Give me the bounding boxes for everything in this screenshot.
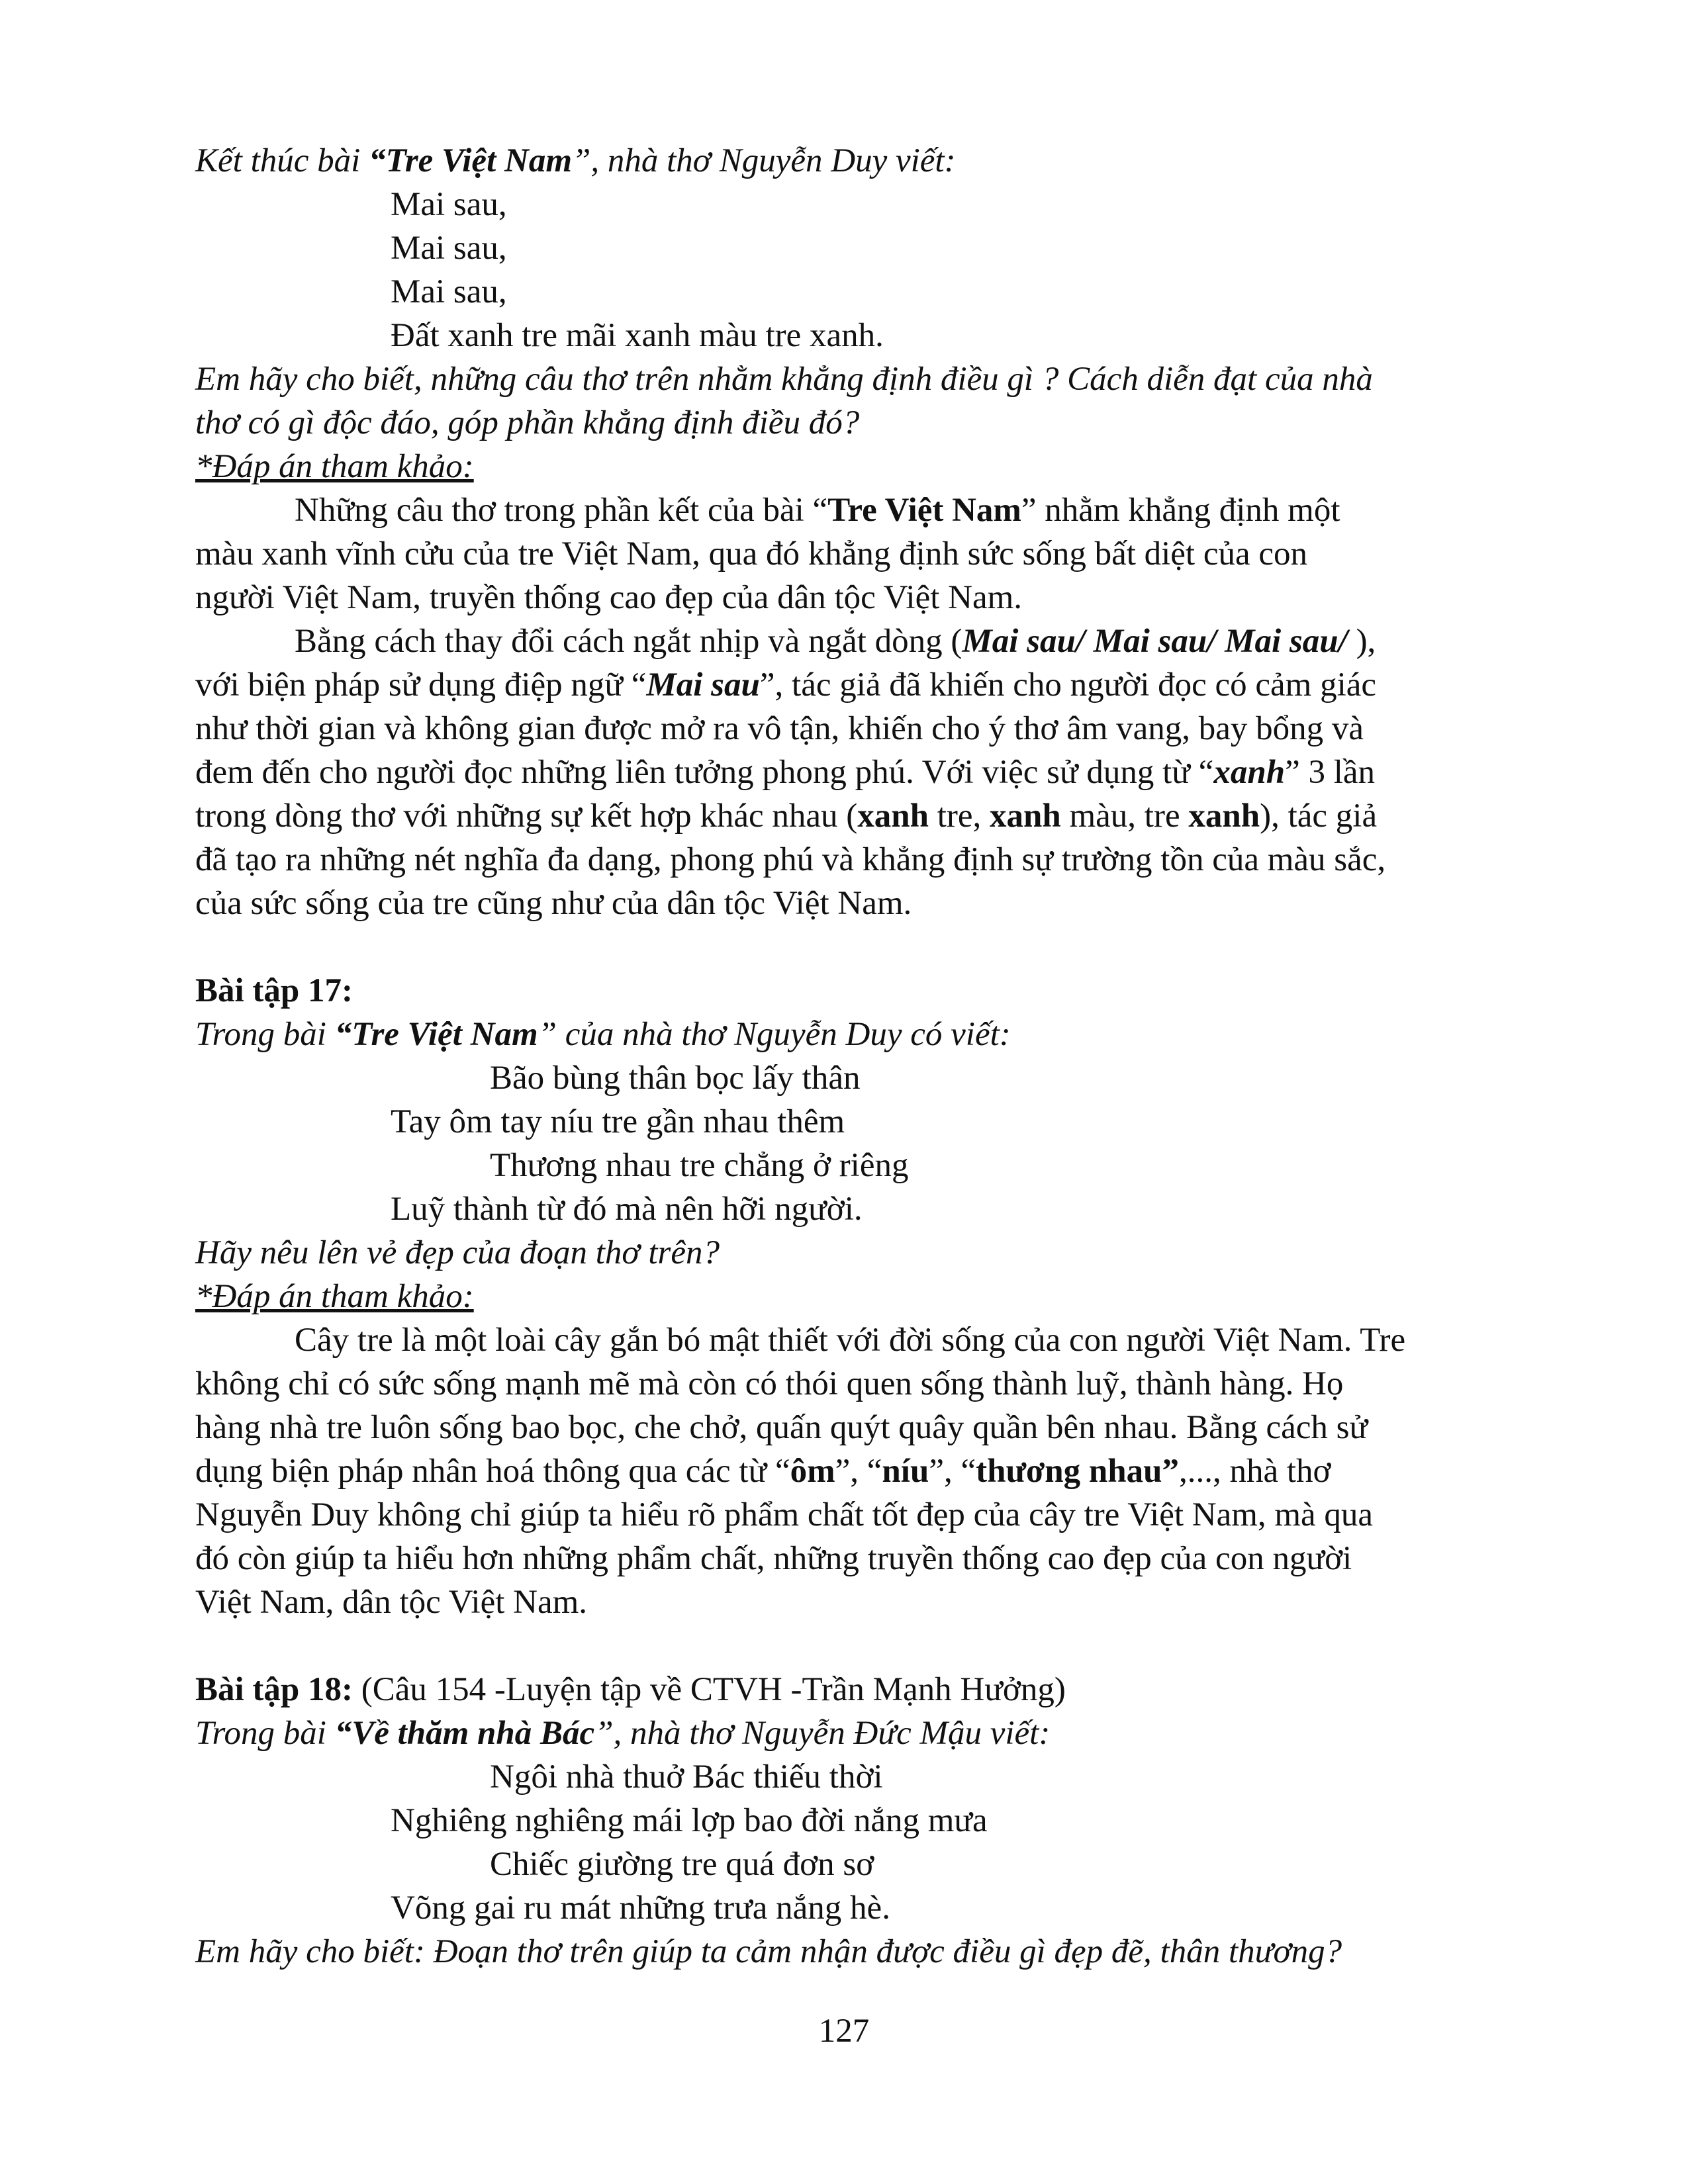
sec16-poem-line: Mai sau,: [391, 273, 507, 310]
sec16-answer-label: *Đáp án tham khảo:: [195, 448, 474, 485]
sec16-answer-line: người Việt Nam, truyền thống cao đẹp của dân tộc Việt Nam.: [195, 579, 1023, 616]
sec17-answer-line: Nguyễn Duy không chỉ giúp ta hiểu rõ phẩm chất tốt đẹp của cây tre Việt Nam, mà qua: [195, 1496, 1374, 1533]
sec17-poem-line: Bão bùng thân bọc lấy thân: [490, 1060, 861, 1097]
sec18-question: Em hãy cho biết: Đoạn thơ trên giúp ta cảm nhận được điều gì đẹp đẽ, thân thương?: [195, 1933, 1342, 1970]
sec16-poem-line: Mai sau,: [391, 186, 507, 223]
sec18-poem-line: Nghiêng nghiêng mái lợp bao đời nắng mưa: [391, 1802, 988, 1839]
sec17-answer-line: Việt Nam, dân tộc Việt Nam.: [195, 1584, 588, 1621]
sec17-question: Hãy nêu lên vẻ đẹp của đoạn thơ trên?: [195, 1234, 720, 1271]
sec16-answer-line: Bằng cách thay đổi cách ngắt nhịp và ngắt dòng (Mai sau/ Mai sau/ Mai sau/ ),: [295, 623, 1376, 660]
sec16-poem-line: Mai sau,: [391, 230, 507, 267]
section-spacer: [195, 1624, 1572, 1668]
sec18-intro: Trong bài “Về thăm nhà Bác”, nhà thơ Nguyễn Đức Mậu viết:: [195, 1715, 1051, 1752]
sec16-answer-line: như thời gian và không gian được mở ra vô tận, khiến cho ý thơ âm vang, bay bổng và: [195, 710, 1364, 747]
sec17-answer-line: hàng nhà tre luôn sống bao bọc, che chở, quấn quýt quây quần bên nhau. Bằng cách sử: [195, 1409, 1368, 1446]
sec16-answer-line: đem đến cho người đọc những liên tưởng phong phú. Với việc sử dụng từ “xanh” 3 lần: [195, 754, 1376, 791]
sec17-poem-line: Luỹ thành từ đó mà nên hỡi người.: [391, 1191, 863, 1228]
sec18-heading: Bài tập 18: (Câu 154 -Luyện tập về CTVH -Trần Mạnh Hưởng): [195, 1671, 1066, 1708]
sec17-answer-label: *Đáp án tham khảo:: [195, 1278, 474, 1315]
sec16-question: Em hãy cho biết, những câu thơ trên nhằm khẳng định điều gì ? Cách diễn đạt của nhà: [195, 361, 1373, 398]
sec17-poem-line: Thương nhau tre chẳng ở riêng: [490, 1147, 909, 1184]
sec17-heading: Bài tập 17:: [195, 972, 353, 1009]
sec16-answer-line: đã tạo ra những nét nghĩa đa dạng, phong phú và khẳng định sự trường tồn của màu sắc,: [195, 841, 1386, 878]
page-content: [195, 139, 1572, 1974]
sec18-poem-line: Võng gai ru mát những trưa nắng hè.: [391, 1889, 890, 1927]
sec18-poem-line: Ngôi nhà thuở Bác thiếu thời: [490, 1758, 883, 1796]
section-spacer: [195, 925, 1572, 969]
sec17-answer-line: không chỉ có sức sống mạnh mẽ mà còn có thói quen sống thành luỹ, thành hàng. Họ: [195, 1365, 1344, 1402]
sec17-poem-line: Tay ôm tay níu tre gần nhau thêm: [391, 1103, 845, 1140]
sec17-answer-line: dụng biện pháp nhân hoá thông qua các từ “ôm”, “níu”, “thương nhau”,..., nhà thơ: [195, 1453, 1331, 1490]
sec17-answer-line: đó còn giúp ta hiểu hơn những phẩm chất, những truyền thống cao đẹp của con người: [195, 1540, 1352, 1577]
sec18-poem-line: Chiếc giường tre quá đơn sơ: [490, 1846, 874, 1883]
sec16-answer-line: Những câu thơ trong phần kết của bài “Tre Việt Nam” nhằm khẳng định một: [295, 492, 1340, 529]
sec16-question: thơ có gì độc đáo, góp phần khẳng định điều đó?: [195, 404, 860, 441]
sec16-answer-line: của sức sống của tre cũng như của dân tộc Việt Nam.: [195, 885, 912, 922]
sec16-answer-line: trong dòng thơ với những sự kết hợp khác nhau (xanh tre, xanh màu, tre xanh), tác giả: [195, 797, 1378, 835]
sec16-answer-line: màu xanh vĩnh cửu của tre Việt Nam, qua đó khẳng định sức sống bất diệt của con: [195, 535, 1308, 572]
sec17-answer-line: Cây tre là một loài cây gắn bó mật thiết với đời sống của con người Việt Nam. Tre: [295, 1322, 1406, 1359]
sec16-answer-line: với biện pháp sử dụng điệp ngữ “Mai sau”, tác giả đã khiến cho người đọc có cảm giác: [195, 666, 1377, 704]
sec17-intro: Trong bài “Tre Việt Nam” của nhà thơ Nguyễn Duy có viết:: [195, 1016, 1011, 1053]
sec16-poem-line: Đất xanh tre mãi xanh màu tre xanh.: [391, 317, 884, 354]
sec16-intro: Kết thúc bài “Tre Việt Nam”, nhà thơ Nguyễn Duy viết:: [195, 142, 956, 179]
page-number: 127: [818, 2013, 870, 2050]
